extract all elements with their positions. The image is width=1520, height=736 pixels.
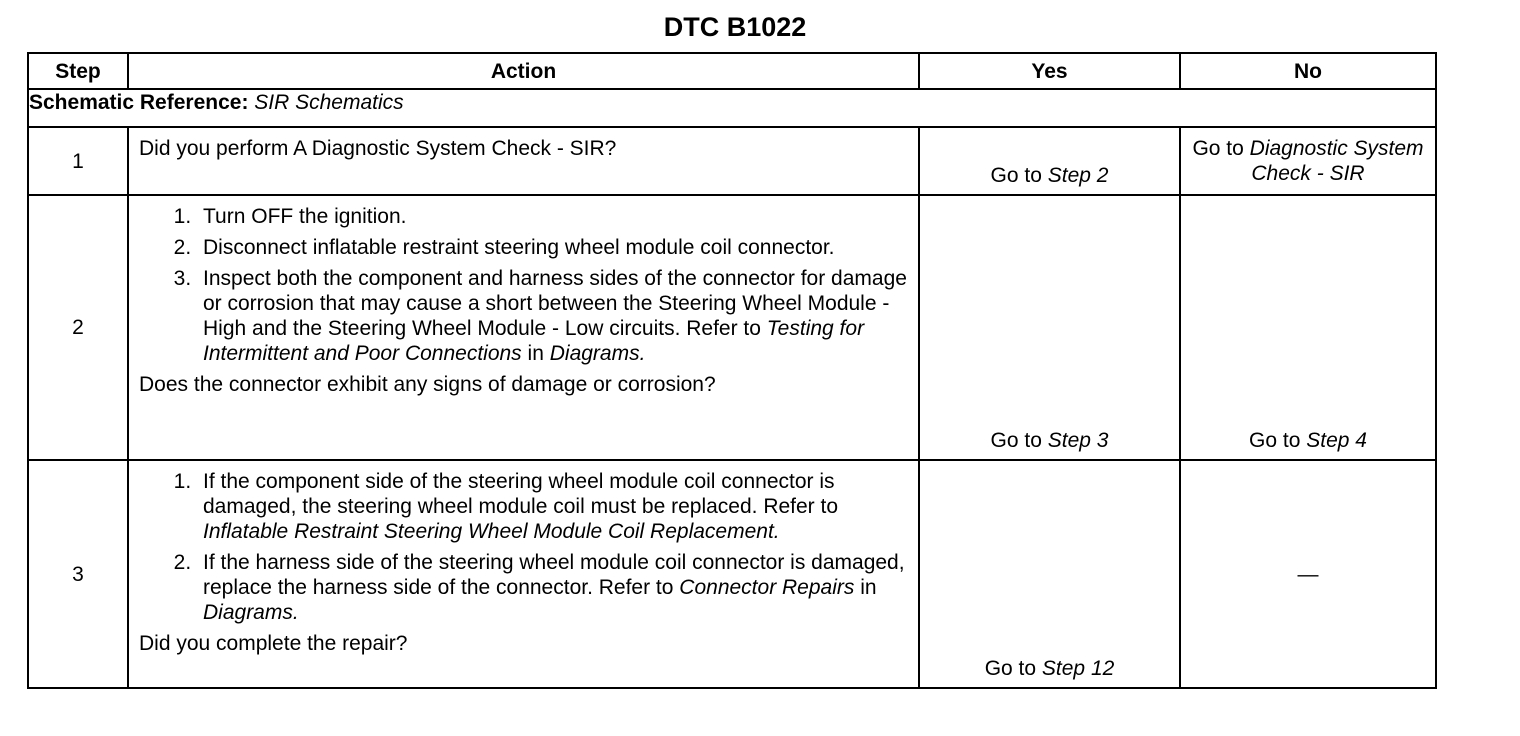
action-list xyxy=(139,204,908,366)
yes-cell xyxy=(919,195,1180,460)
list-item xyxy=(197,550,908,625)
action-list xyxy=(139,469,908,625)
ref-link-testing-intermittent[interactable]: Testing for Intermittent and Poor Connections xyxy=(203,317,865,365)
header-yes: Yes xyxy=(919,53,1180,89)
goto-prefix: Go to xyxy=(1192,137,1244,160)
question-text: Did you complete the repair? xyxy=(139,632,408,655)
question-text: Does the connector exhibit any signs of damage or corrosion? xyxy=(139,373,716,396)
step-number: 3 xyxy=(28,460,128,688)
table-row xyxy=(28,127,1436,195)
table-row xyxy=(28,460,1436,688)
diagnostic-table xyxy=(27,52,1437,689)
list-item: 1. Turn OFF the ignition. xyxy=(197,204,908,229)
yes-cell xyxy=(919,127,1180,195)
table-row xyxy=(28,195,1436,460)
list-item xyxy=(197,469,908,544)
goto-link-step-12[interactable]: Step 12 xyxy=(1041,657,1115,680)
ref-link-diagrams[interactable]: Diagrams. xyxy=(203,601,299,624)
header-row xyxy=(28,53,1436,89)
schematic-link[interactable]: SIR Schematics xyxy=(254,91,404,114)
header-action: Action xyxy=(128,53,919,89)
goto-link-diagnostic-system-check[interactable]: Diagnostic System Check - SIR xyxy=(1249,137,1424,185)
goto-prefix: Go to xyxy=(990,164,1042,187)
no-cell xyxy=(1180,127,1436,195)
list-item: 2. Disconnect inflatable restraint steering wheel module coil connector. xyxy=(197,235,908,260)
ref-link-connector-repairs[interactable]: Connector Repairs xyxy=(679,576,855,599)
schematic-label: Schematic Reference: xyxy=(29,91,249,114)
step-number: 1 xyxy=(28,127,128,195)
item-connector: in xyxy=(860,576,877,599)
goto-link-step-3[interactable]: Step 3 xyxy=(1047,429,1109,452)
list-item xyxy=(197,266,908,366)
goto-prefix: Go to xyxy=(984,657,1037,680)
ref-link-coil-replacement[interactable]: Inflatable Restraint Steering Wheel Module Coil Replacement. xyxy=(203,520,780,543)
action-cell xyxy=(128,127,919,195)
no-cell xyxy=(1180,195,1436,460)
goto-link-step-4[interactable]: Step 4 xyxy=(1306,429,1367,452)
question-text: Did you perform A Diagnostic System Check - SIR? xyxy=(139,137,617,160)
schematic-reference-row xyxy=(28,89,1436,127)
header-no: No xyxy=(1180,53,1436,89)
item-text: If the component side of the steering wheel module coil connector is damaged, the steering wheel module coil must be replaced. Refer to xyxy=(203,470,839,518)
goto-link-step-2[interactable]: Step 2 xyxy=(1047,164,1109,187)
step-number: 2 xyxy=(28,195,128,460)
item-text: Inspect both the component and harness sides of the connector for damage or corrosion that may cause a short between the Steering Wheel Module - High and the Steering Wheel Module - Low circuits. Refer to xyxy=(203,267,907,340)
yes-cell xyxy=(919,460,1180,688)
item-connector: in xyxy=(527,342,544,365)
goto-prefix: Go to xyxy=(990,429,1042,452)
action-cell xyxy=(128,460,919,688)
no-action-dash: — xyxy=(1297,562,1319,586)
goto-prefix: Go to xyxy=(1249,429,1301,452)
header-step: Step xyxy=(28,53,128,89)
ref-link-diagrams[interactable]: Diagrams. xyxy=(549,342,646,365)
page-title: DTC B1022 xyxy=(663,12,807,42)
action-cell xyxy=(128,195,919,460)
no-cell xyxy=(1180,460,1436,688)
schematic-reference xyxy=(28,89,1436,127)
item-text: If the harness side of the steering wheel module coil connector is damaged, replace the harness side of the connector. Refer to xyxy=(203,551,905,599)
